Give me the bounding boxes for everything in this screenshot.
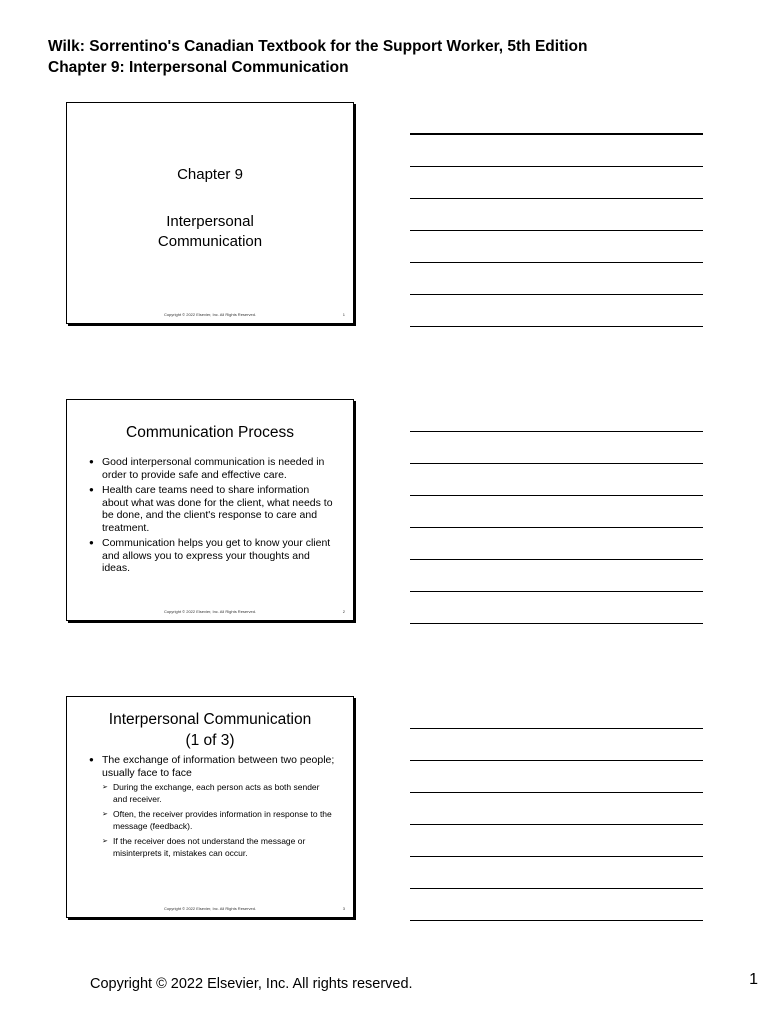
slide-3-subbullet: ➢ During the exchange, each person acts as both sender and receiver.: [102, 782, 335, 805]
slide-3-bullet-list: [89, 754, 335, 863]
note-line: [410, 856, 703, 857]
slide-3-subbullet: ➢ If the receiver does not understand the message or misinterprets it, mistakes can occur.: [102, 836, 335, 859]
note-line: [410, 728, 703, 729]
slide-1: [66, 102, 354, 324]
note-line: [410, 792, 703, 793]
note-line: [410, 463, 703, 464]
note-line: [410, 527, 703, 528]
document-header: [48, 36, 587, 78]
page-footer-copyright: Copyright © 2022 Elsevier, Inc. All rights reserved.: [90, 976, 413, 992]
slide-3-bullet: [89, 754, 335, 859]
note-line: [410, 326, 703, 327]
note-line: [410, 824, 703, 825]
note-line: [410, 133, 703, 135]
slide-1-chapter: Chapter 9: [177, 166, 243, 183]
slide-2-bullet: ● Communication helps you get to know your client and allows you to express your thoughts and ideas.: [89, 537, 335, 575]
note-line: [410, 920, 703, 921]
note-line: [410, 760, 703, 761]
slide-3-number: 3: [342, 906, 345, 911]
note-line: [410, 262, 703, 263]
slide-1-title-line1: Interpersonal: [166, 213, 254, 230]
slide-2-bullet: ● Health care teams need to share information about what was done for the client, what needs to be done, and the client's response to care and treatment.: [89, 484, 335, 534]
slide-1-title-line2: Communication: [157, 233, 263, 250]
note-line: [410, 230, 703, 231]
slide-1-copyright: Copyright © 2022 Elsevier, Inc. All Rights Reserved.: [163, 312, 257, 317]
slide-2-copyright: Copyright © 2022 Elsevier, Inc. All Rights Reserved.: [163, 609, 257, 614]
slide-1-number: 1: [342, 312, 345, 317]
note-line: [410, 623, 703, 624]
header-book-title: Wilk: Sorrentino's Canadian Textbook for the Support Worker, 5th Edition: [48, 38, 588, 55]
note-line: [410, 198, 703, 199]
note-line: [410, 166, 703, 167]
note-line: [410, 888, 703, 889]
note-line: [410, 294, 703, 295]
page-number: 1: [749, 971, 758, 988]
slide-2-number: 2: [342, 609, 345, 614]
slide-3-subbullet-list: [102, 782, 335, 859]
slide-3-title-line2: (1 of 3): [185, 732, 235, 749]
note-line: [410, 559, 703, 560]
slide-2: [66, 399, 354, 621]
slide-3-subbullet: ➢ Often, the receiver provides information in response to the message (feedback).: [102, 809, 335, 832]
slide-3: [66, 696, 354, 918]
slide-3-bullet-text: The exchange of information between two people; usually face to face: [102, 754, 335, 779]
slide-3-copyright: Copyright © 2022 Elsevier, Inc. All Rights Reserved.: [163, 906, 257, 911]
note-line: [410, 495, 703, 496]
note-line: [410, 431, 703, 432]
slide-2-bullet-list: [89, 456, 335, 578]
note-line: [410, 591, 703, 592]
header-chapter-title: Chapter 9: Interpersonal Communication: [48, 59, 349, 76]
slide-2-bullet: ● Good interpersonal communication is needed in order to provide safe and effective care.: [89, 456, 335, 481]
slide-3-title-line1: Interpersonal Communication: [108, 711, 312, 728]
slide-2-title: Communication Process: [126, 424, 294, 441]
